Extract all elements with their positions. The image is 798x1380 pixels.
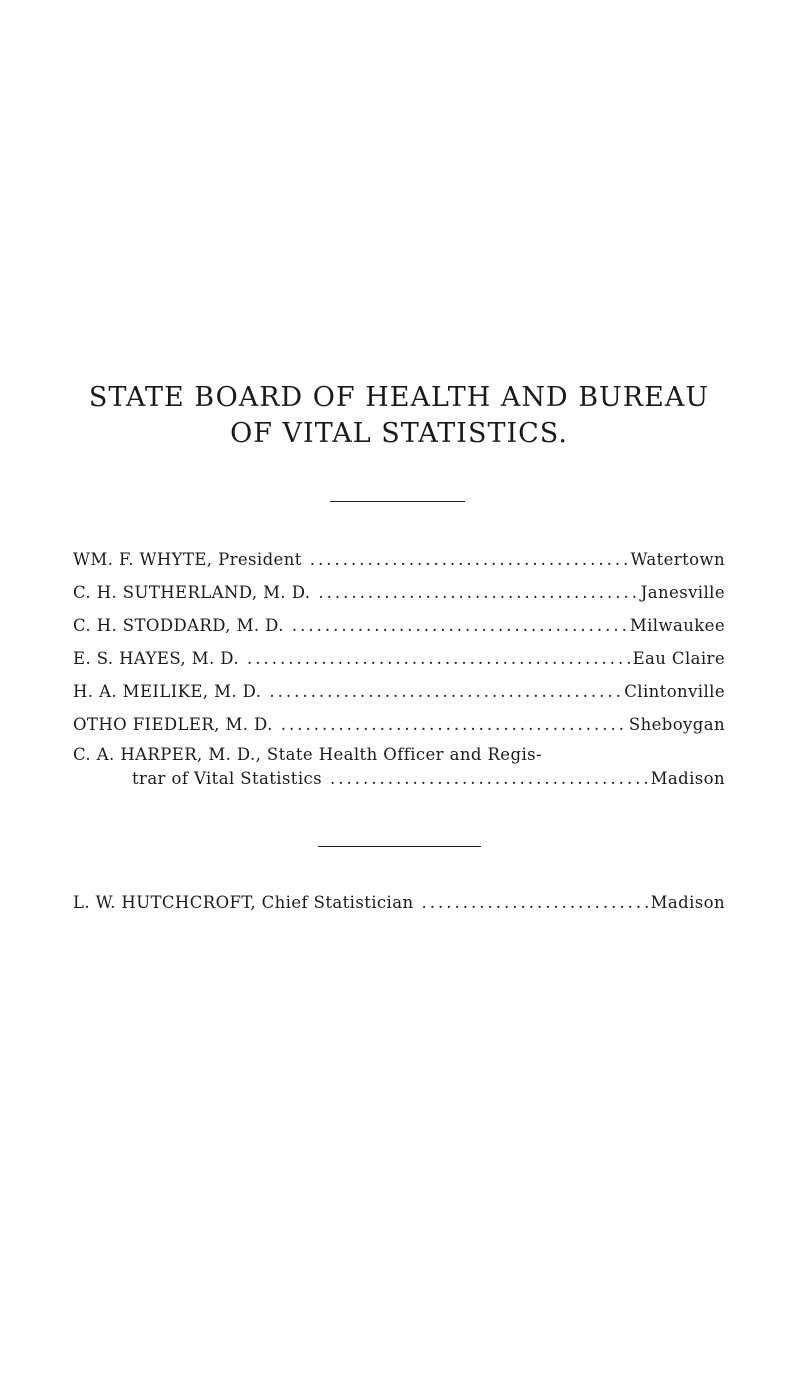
member-name: C. H. SUTHERLAND, M. D. [73,583,311,602]
dot-leader [269,677,622,707]
member-name: WM. F. WHYTE, President [73,550,302,569]
dot-leader [292,611,628,641]
roster-entry [73,545,725,578]
staff-name: L. W. HUTCHCROFT, Chief Statistician [73,893,414,912]
roster-entry [73,644,725,677]
divider-top [330,501,465,502]
roster-entry [73,677,725,710]
dot-leader [310,545,629,575]
officer-title-line-2: trar of Vital Statistics [132,769,323,788]
staff-roster [73,888,725,921]
officer-title-line-2-row [73,767,725,791]
member-location: Milwaukee [629,616,725,635]
roster-entry-officer [73,743,725,791]
roster-entry [73,710,725,743]
member-location: Sheboygan [628,715,725,734]
officer-title-line-1: C. A. HARPER, M. D., State Health Officer and Regis- [73,745,542,764]
dot-leader [247,644,631,674]
roster-entry [73,611,725,644]
member-name: E. S. HAYES, M. D. [73,649,239,668]
member-name: C. H. STODDARD, M. D. [73,616,284,635]
board-roster [73,545,725,791]
dot-leader [330,767,649,791]
staff-entry [73,888,725,921]
page-title-line-1: STATE BOARD OF HEALTH AND BUREAU [88,382,710,413]
dot-leader [281,710,627,740]
page-title-line-2: OF VITAL STATISTICS. [230,418,568,449]
staff-location: Madison [650,893,725,912]
roster-entry [73,578,725,611]
officer-location: Madison [650,769,725,788]
dot-leader [422,888,649,918]
divider-bottom [318,846,481,847]
dot-leader [318,578,638,608]
member-location: Watertown [630,550,725,569]
member-name: OTHO FIEDLER, M. D. [73,715,273,734]
member-location: Clintonville [624,682,725,701]
member-location: Janesville [640,583,725,602]
member-location: Eau Claire [632,649,725,668]
member-name: H. A. MEILIKE, M. D. [73,682,262,701]
